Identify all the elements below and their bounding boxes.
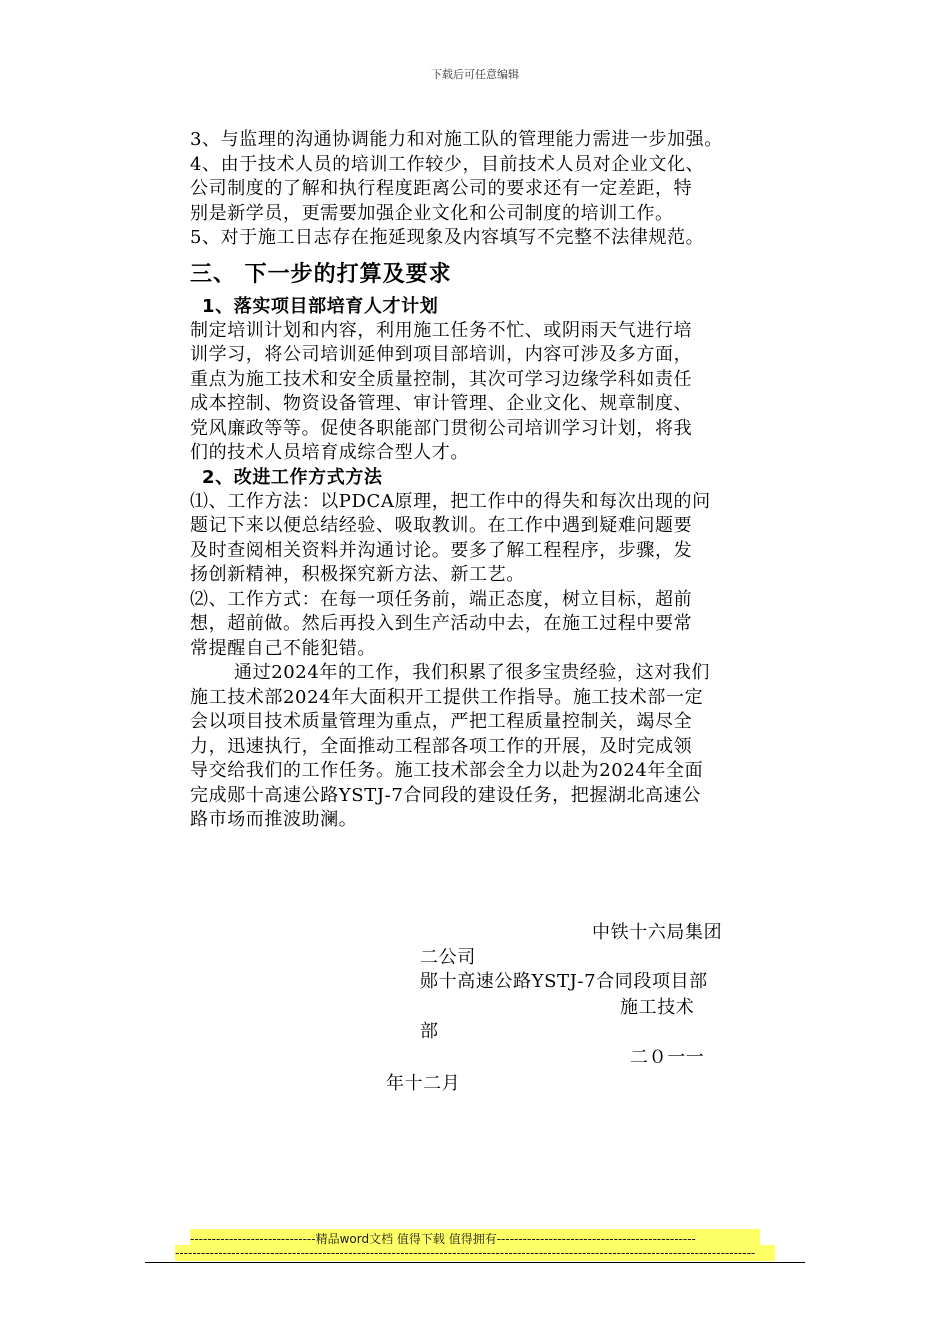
paragraph-line: 会以项目技术质量管理为重点，严把工程质量控制关，竭尽全: [190, 711, 693, 732]
paragraph-line: 成本控制、物资设备管理、审计管理、企业文化、规章制度、: [190, 393, 693, 414]
subsection-2-body: [190, 490, 830, 662]
signature-date-year: 二０一一: [630, 1047, 705, 1068]
paragraph-line: 重点为施工技术和安全质量控制，其次可学习边缘学科如责任: [190, 368, 693, 390]
intro-line: 3、与监理的沟通协调能力和对施工队的管理能力需进一步加强。: [190, 129, 723, 150]
closing-paragraph: [190, 661, 830, 833]
paragraph-line: 通过2024年的工作，我们积累了很多宝贵经验，这对我们: [234, 662, 711, 683]
footer-dashes: --------------------------------------------------------------------------------------------------------------------------------------: [175, 1246, 756, 1260]
paragraph-line: 党风廉政等等。促使各职能部门贯彻公司培训学习计划，将我: [190, 417, 693, 439]
document-body: [190, 128, 830, 833]
footer-watermark-text: -----------------------------精品word文档 值得下载 值得拥有----------------------------------------------: [190, 1232, 696, 1246]
signature-dept: 施工技术: [620, 997, 695, 1018]
paragraph-line: ⑵、工作方式：在每一项任务前，端正态度，树立目标，超前: [190, 588, 693, 610]
paragraph-line: 题记下来以便总结经验、吸取教训。在工作中遇到疑难问题要: [190, 515, 693, 536]
page-header: 下载后可任意编辑: [431, 68, 519, 81]
intro-line: 公司制度的了解和执行程度距离公司的要求还有一定差距，特: [190, 178, 693, 199]
subsection-2-heading: 2、改进工作方式方法: [202, 466, 383, 488]
intro-line: 4、由于技术人员的培训工作较少，目前技术人员对企业文化、: [190, 153, 705, 175]
signature-project: 郧十高速公路YSTJ-7合同段项目部: [420, 971, 708, 992]
signature-org: 中铁十六局集团: [592, 922, 723, 943]
paragraph-line: 完成郧十高速公路YSTJ-7合同段的建设任务，把握湖北高速公: [190, 784, 701, 806]
subsection-1-body: [190, 319, 830, 466]
paragraph-line: 制定培训计划和内容，利用施工任务不忙、或阴雨天气进行培: [190, 319, 693, 341]
signature-org-cont: 二公司: [420, 947, 476, 968]
paragraph-line: ⑴、工作方法：以PDCA原理，把工作中的得失和每次出现的问: [190, 490, 711, 512]
subsection-1-heading: 1、落实项目部培育人才计划: [202, 295, 439, 317]
footer-divider: [145, 1262, 805, 1263]
paragraph-line: 及时查阅相关资料并沟通讨论。要多了解工程程序，步骤，发: [190, 539, 693, 561]
signature-dept-cont: 部: [420, 1021, 439, 1042]
intro-line: 别是新学员，更需要加强企业文化和公司制度的培训工作。: [190, 202, 674, 224]
intro-line: 5、对于施工日志存在拖延现象及内容填写不完整不法律规范。: [190, 227, 705, 248]
paragraph-line: 施工技术部2024年大面积开工提供工作指导。施工技术部一定: [190, 686, 704, 708]
paragraph-line: 力，迅速执行，全面推动工程部各项工作的开展，及时完成领: [190, 735, 693, 757]
paragraph-line: 路市场而推波助澜。: [190, 809, 358, 830]
paragraph-line: 导交给我们的工作任务。施工技术部会全力以赴为2024年全面: [190, 760, 704, 781]
paragraph-line: 们的技术人员培育成综合型人才。: [190, 442, 469, 463]
signature-date-month: 年十二月: [386, 1073, 461, 1094]
paragraph-line: 想，超前做。然后再投入到生产活动中去，在施工过程中要常: [190, 613, 693, 634]
paragraph-line: 训学习，将公司培训延伸到项目部培训，内容可涉及多方面，: [190, 344, 693, 365]
intro-items: [190, 128, 830, 251]
paragraph-line: 常提醒自己不能犯错。: [190, 637, 376, 659]
section-3-heading: 三、 下一步的打算及要求: [190, 261, 452, 287]
paragraph-line: 扬创新精神，积极探究新方法、新工艺。: [190, 564, 525, 585]
